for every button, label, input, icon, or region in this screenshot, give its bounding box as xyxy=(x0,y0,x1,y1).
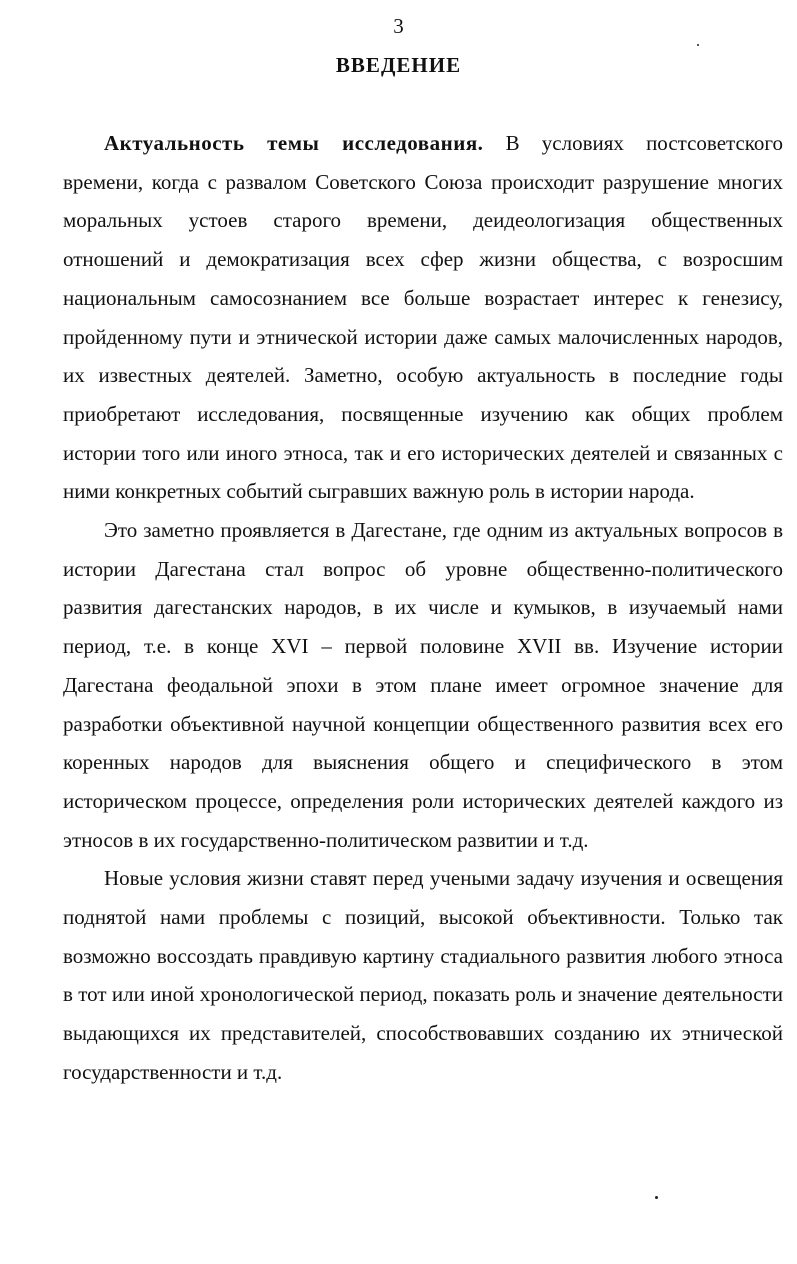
paragraph-text: В условиях постсоветского времени, когда с развалом Советского Союза происходит разрушение многих моральных устоев старого времени, деидеологизация общественных отношений и демократизация всех сфер жизни общества, с возросшим национальным самосознанием все больше возрастает интерес к генезису, пройденному пути и этнической истории даже самых малочисленных народов, их известных деятелей. Заметно, особую актуальность в последние годы приобретают исследования, посвященные изучению как общих проблем истории того или иного этноса, так и его исторических деятелей и связанных с ними конкретных событий сыгравших важную роль в истории народа. xyxy=(63,131,783,504)
section-title: ВВЕДЕНИЕ xyxy=(335,53,462,77)
paragraph-new-conditions: Новые условия жизни ставят перед учеными задачу изучения и освещения поднятой нами проблемы с позиций, высокой объективности. Только так возможно воссоздать правдивую картину стадиального развития любого этноса в тот или иной хронологической период, показать роль и значение деятельности выдающихся их представителей, способствовавших созданию их этнической государственности и т.д. xyxy=(63,866,783,1084)
paragraph-relevance xyxy=(63,124,783,511)
scan-speck xyxy=(697,44,699,46)
page-number: 3 xyxy=(393,14,404,38)
body-text xyxy=(63,124,783,1092)
scan-speck xyxy=(655,1196,658,1199)
paragraph-lead-heading: Актуальность темы исследования. xyxy=(104,131,484,155)
paragraph-dagestan: Это заметно проявляется в Дагестане, где одним из актуальных вопросов в истории Дагестана стал вопрос об уровне общественно-политического развития дагестанских народов, в их числе и кумыков, в изучаемый нами период, т.е. в конце XVI – первой половине XVII вв. Изучение истории Дагестана феодальной эпохи в этом плане имеет огромное значение для разработки объективной научной концепции общественного развития всех его коренных народов для выяснения общего и специфического в этом историческом процессе, определения роли исторических деятелей каждого из этносов в их государственно-политическом развитии и т.д. xyxy=(63,518,783,852)
